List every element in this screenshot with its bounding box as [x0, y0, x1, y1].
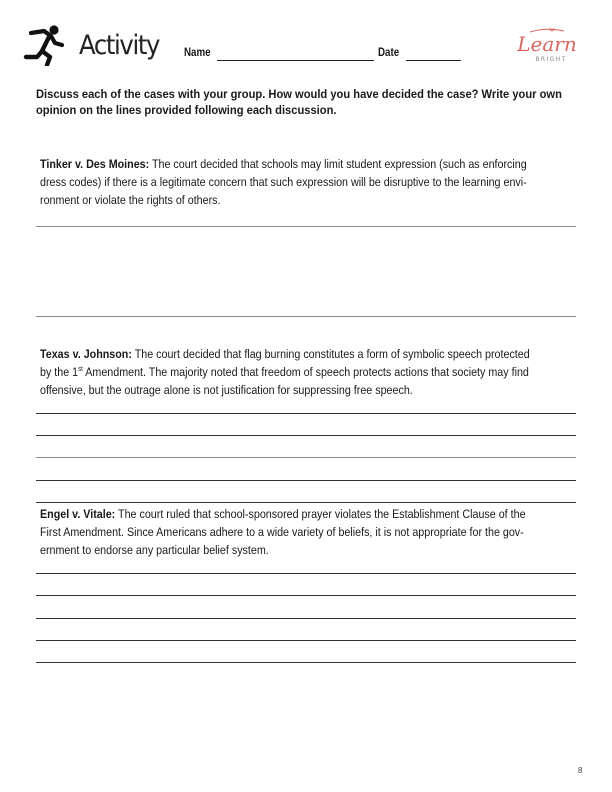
date-label: Date: [378, 47, 400, 59]
answer-line[interactable]: [36, 618, 576, 619]
case-text: by the 1: [40, 365, 79, 379]
answer-line[interactable]: [36, 413, 576, 414]
answer-line[interactable]: [36, 435, 576, 436]
case-text: ernment to endorse any particular belief system.: [40, 543, 269, 557]
case-engel: [40, 505, 559, 559]
case-text: The court decided that flag burning constitutes a form of symbolic speech protected: [131, 347, 530, 361]
case-title: Tinker v. Des Moines:: [40, 157, 150, 171]
case-title: Engel v. Vitale:: [40, 507, 116, 521]
instructions-line-2: opinion on the lines provided following each discussion.: [36, 103, 337, 117]
page-number: 8: [578, 766, 583, 775]
logo-text: Learn: [517, 32, 577, 56]
case-tinker: [40, 155, 559, 209]
date-field[interactable]: [406, 60, 461, 61]
case-text: The court decided that schools may limit student expression (such as enforcing: [149, 157, 527, 171]
answer-line[interactable]: [36, 226, 576, 227]
case-text: The court ruled that school-sponsored prayer violates the Establishment Clause of the: [115, 507, 526, 521]
answer-line[interactable]: [36, 457, 576, 458]
running-person-icon: [22, 24, 66, 66]
learn-bright-logo: [516, 24, 578, 66]
answer-line[interactable]: [36, 640, 576, 641]
answer-line[interactable]: [36, 662, 576, 663]
answer-line[interactable]: [36, 573, 576, 574]
case-title: Texas v. Johnson:: [40, 347, 132, 361]
activity-title: Activity: [79, 30, 160, 61]
answer-line[interactable]: [36, 480, 576, 481]
case-text: Amendment. The majority noted that freedom of speech protects actions that society may find: [82, 365, 529, 379]
case-text: offensive, but the outrage alone is not justification for suppressing free speech.: [40, 383, 413, 397]
case-texas: [40, 345, 559, 399]
answer-line[interactable]: [36, 502, 576, 503]
name-field[interactable]: [217, 60, 374, 61]
instructions-line-1: Discuss each of the cases with your group. How would you have decided the case? Write your own: [36, 87, 562, 101]
case-text: ronment or violate the rights of others.: [40, 193, 221, 207]
ordinal-suffix: st: [78, 366, 83, 373]
case-text: First Amendment. Since Americans adhere to a wide variety of beliefs, it is not appropriate for the gov-: [40, 525, 524, 539]
instructions: [36, 86, 562, 118]
answer-line[interactable]: [36, 316, 576, 317]
logo-subtext: BRIGHT: [535, 56, 567, 63]
answer-line[interactable]: [36, 595, 576, 596]
name-label: Name: [184, 47, 211, 59]
case-text: dress codes) if there is a legitimate concern that such expression will be disruptive to the learning envi-: [40, 175, 527, 189]
